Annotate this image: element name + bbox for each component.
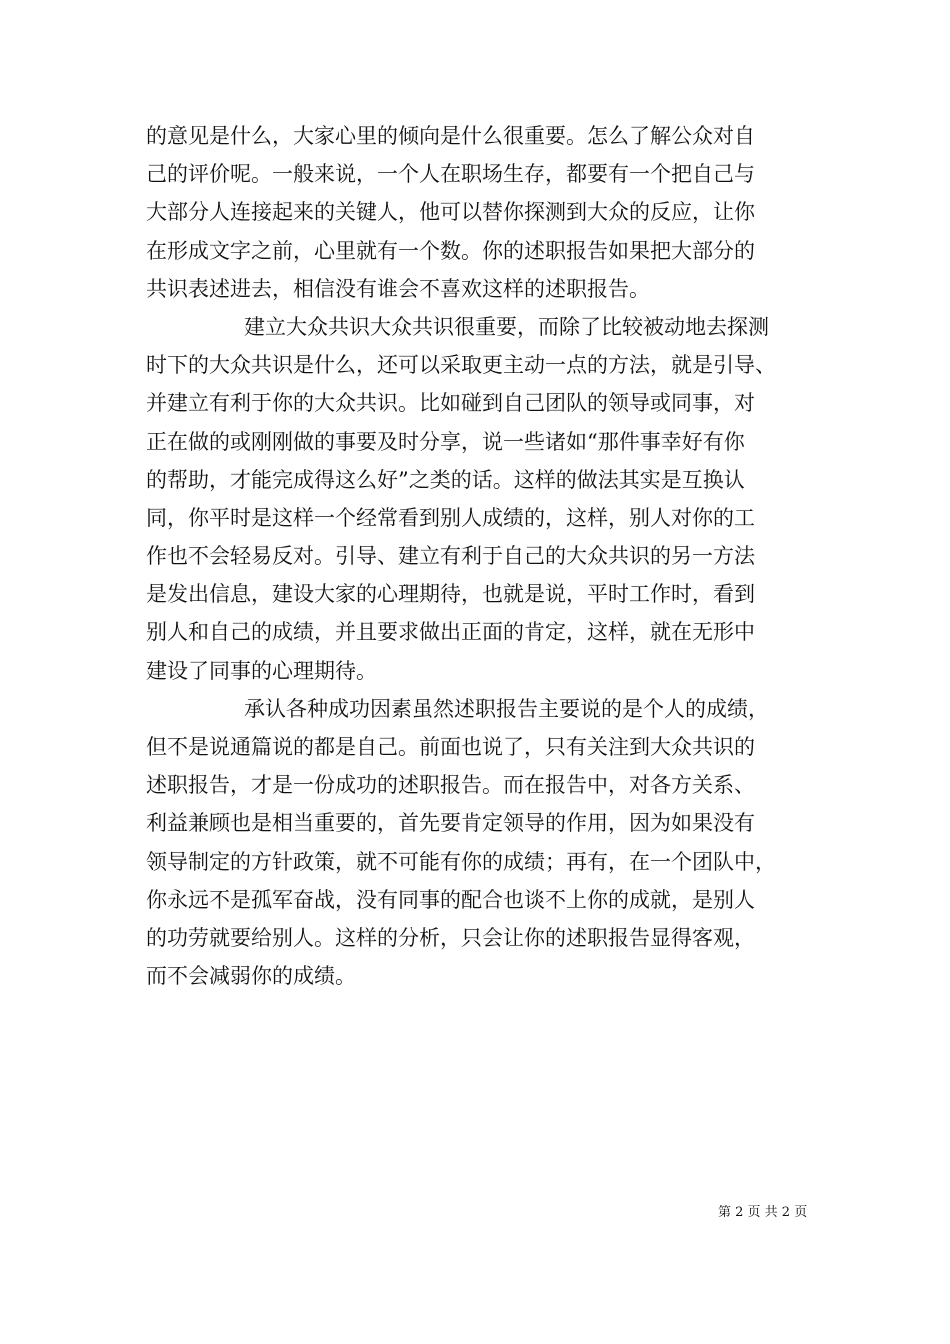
- text-line: 在形成文字之前，心里就有一个数。你的述职报告如果把大部分的: [146, 238, 755, 263]
- paragraph-1: [146, 117, 816, 308]
- text-line: 但不是说通篇说的都是自己。前面也说了，只有关注到大众共识的: [146, 735, 755, 759]
- text-line: 领导制定的方针政策，就不可能有你的成绩；再有，在一个团队中，: [146, 849, 776, 874]
- text-line: 建设了同事的心理期待。: [146, 658, 377, 683]
- text-line: 的功劳就要给别人。这样的分析，只会让你的述职报告显得客观，: [146, 925, 755, 950]
- text-line: 同，你平时是这样一个经常看到别人成绩的，这样，别人对你的工: [146, 505, 755, 530]
- text-line: 承认各种成功因素虽然述职报告主要说的是个人的成绩，: [244, 696, 769, 721]
- document-body: [146, 117, 816, 995]
- text-line: 时下的大众共识是什么，还可以采取更主动一点的方法，就是引导、: [146, 353, 776, 378]
- text-line: 利益兼顾也是相当重要的，首先要肯定领导的作用，因为如果没有: [146, 811, 755, 836]
- text-line: 别人和自己的成绩，并且要求做出正面的肯定，这样，就在无形中: [146, 620, 755, 645]
- text-line: 作也不会轻易反对。引导、建立有利于自己的大众共识的另一方法: [146, 544, 755, 569]
- text-line: 而不会减弱你的成绩。: [146, 964, 356, 989]
- text-line: 你永远不是孤军奋战，没有同事的配合也谈不上你的成就，是别人: [146, 887, 755, 912]
- text-line: 建立大众共识大众共识很重要，而除了比较被动地去探测: [244, 314, 769, 339]
- text-line: 共识表述进去，相信没有谁会不喜欢这样的述职报告。: [146, 276, 650, 301]
- text-line: 大部分人连接起来的关键人，他可以替你探测到大众的反应，让你: [146, 200, 755, 225]
- page-number-footer: 第 2 页 共 2 页: [718, 1205, 808, 1220]
- paragraph-2: [146, 308, 816, 690]
- text-line: 己的评价呢。一般来说，一个人在职场生存，都要有一个把自己与: [146, 162, 755, 187]
- text-line: 的意见是什么，大家心里的倾向是什么很重要。怎么了解公众对自: [146, 124, 755, 148]
- text-line: 的帮助，才能完成得这么好”之类的话。这样的做法其实是互换认: [146, 467, 745, 492]
- text-line: 并建立有利于你的大众共识。比如碰到自己团队的领导或同事，对: [146, 391, 755, 416]
- text-line: 述职报告，才是一份成功的述职报告。而在报告中，对各方关系、: [146, 773, 755, 798]
- text-line: 是发出信息，建设大家的心理期待，也就是说，平时工作时，看到: [146, 582, 755, 607]
- paragraph-3: [146, 690, 816, 996]
- text-line: 正在做的或刚刚做的事要及时分享，说一些诸如“那件事幸好有你: [146, 429, 745, 454]
